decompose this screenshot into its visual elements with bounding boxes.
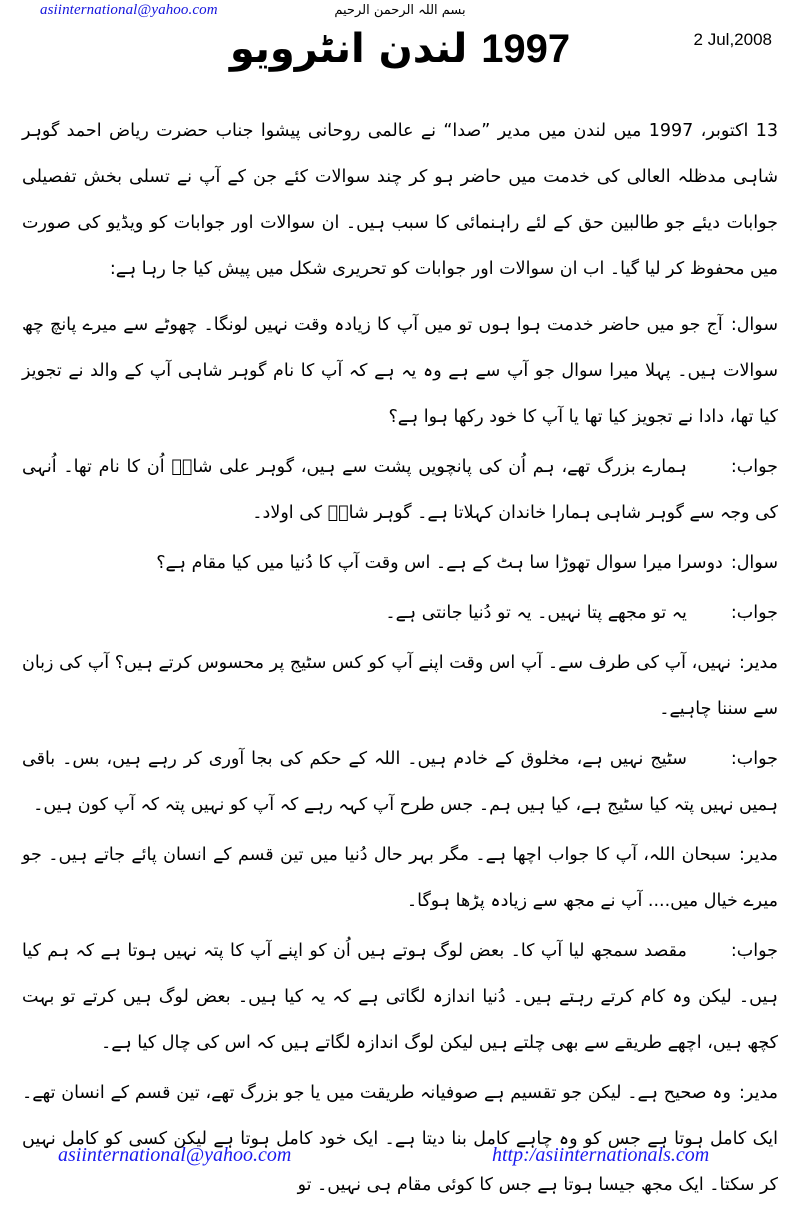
speaker-label-editor: مدیر: [739,1083,778,1103]
page-header [0,0,800,100]
qa-exchange [22,540,778,586]
page-footer [0,1144,800,1174]
qa-text: سبحان اللہ، آپ کا جواب اچھا ہے۔ مگر بہر حال دُنیا میں تین قسم کے انسان پائے جاتے ہیں۔ جو میرے خیال میں.... آپ نے مجھ سے زیادہ پڑھا ہوگا۔ [22,845,778,911]
qa-text: دوسرا میرا سوال تھوڑا سا ہٹ کے ہے۔ اس وقت آپ کا دُنیا میں کیا مقام ہے؟ [156,553,723,573]
qa-text: نہیں، آپ کی طرف سے۔ آپ اس وقت اپنے آپ کو کس سٹیج پر محسوس کرتے ہیں؟ آپ کی زبان سے سننا چاہیے۔ [22,653,778,719]
qa-text: مقصد سمجھ لیا آپ کا۔ بعض لوگ ہوتے ہیں اُن کو اپنے آپ کا پتہ نہیں ہوتا ہے کہ ہم کیا ہیں۔ لیکن وہ کام کرتے رہتے ہیں۔ دُنیا اندازہ لگاتی ہے کہ یہ کیا ہیں۔ بعض لوگ ہیں کرتے تو بہت کچھ ہیں، اچھے طریقے سے بھی چلتے ہیں لیکن لوگ اندازہ لگاتے ہیں کہ اس کی چال کیا ہے۔ [22,941,778,1053]
document-date: 2 Jul,2008 [693,30,772,49]
qa-text: ہمارے بزرگ تھے، ہم اُن کی پانچویں پشت سے ہیں، گوہر علی شاہؒ اُن کا نام تھا۔ اُنہی کی وجہ سے گوہر شاہی ہمارا خاندان کہلاتا ہے۔ گوہر شاہؒ کی اولاد۔ [22,457,778,523]
qa-text: وہ صحیح ہے۔ لیکن جو تقسیم ہے صوفیانہ طریقت میں یا جو بزرگ تھے، تین قسم کے انسان تھے۔ ایک کامل ہوتا ہے جس کو وہ چاہے کامل بنا دیتا ہے۔ ایک خود کامل ہوتا ہے لیکن کسی کو کامل نہیں کر سکتا۔ ایک مجھ جیسا ہوتا ہے جس کا کوئی مقام ہی نہیں۔ تو [22,1083,778,1195]
footer-website-url[interactable]: http:/asiinternationals.com [492,1144,710,1166]
qa-exchange [22,736,778,828]
speaker-label-editor: مدیر: [739,653,778,673]
title-main-text: لندن انٹرویو [229,26,468,72]
qa-exchange [22,928,778,1066]
qa-exchange-list [22,302,778,1208]
qa-exchange [22,832,778,924]
qa-text: سٹیج نہیں ہے، مخلوق کے خادم ہیں۔ اللہ کے حکم کی بجا آوری کر رہے ہیں، بس۔ باقی ہمیں نہیں پتہ کیا سٹیج ہے، کیا ہیں ہم۔ جس طرح آپ کہہ رہے کہ آپ کو نہیں پتہ کہ آپ کون ہیں۔ [22,749,778,815]
speaker-label-answer: جواب: [730,603,778,623]
intro-paragraph: 13 اکتوبر، 1997 میں لندن میں مدیر ”صدا“ نے عالمی روحانی پیشوا جناب حضرت ریاض احمد گوہر شاہی مدظلہ العالی کی خدمت میں حاضر ہو کر چند سوالات کئے جن کے آپ نے تسلی بخش تفصیلی جوابات دیئے جو طالبین حق کے لئے راہنمائی کا سبب ہیں۔ ان سوالات اور جوابات کو ویڈیو کی صورت میں محفوظ کر لیا گیا۔ اب ان سوالات اور جوابات کو تحریری شکل میں پیش کیا جا رہا ہے: [22,121,778,279]
qa-exchange [22,590,778,636]
qa-exchange [22,444,778,536]
qa-exchange [22,640,778,732]
bismillah-line: بسم اللہ الرحمن الرحیم [334,3,466,18]
speaker-label-question: سوال: [730,553,778,573]
header-email-address[interactable]: asiinternational@yahoo.com [40,2,218,18]
speaker-label-question: سوال: [730,315,778,335]
speaker-label-answer: جواب: [730,941,778,961]
footer-email-address[interactable]: asiinternational@yahoo.com [58,1144,292,1166]
qa-text: یہ تو مجھے پتا نہیں۔ یہ تو دُنیا جانتی ہے۔ [385,603,687,623]
speaker-label-editor: مدیر: [739,845,778,865]
document-body [22,108,778,1212]
qa-text: آج جو میں حاضر خدمت ہوا ہوں تو میں آپ کا زیادہ وقت نہیں لونگا۔ چھوٹے سے میرے پانچ چھ سوالات ہیں۔ پہلا میرا سوال جو آپ سے ہے وہ یہ ہے کہ آپ کا نام گوہر شاہی آپ کے والد نے تجویز کیا تھا، دادا نے تجویز کیا تھا یا آپ کا خود رکھا ہوا ہے؟ [22,315,778,427]
title-year: 1997 [481,27,571,71]
qa-exchange [22,1070,778,1208]
page-title [0,22,800,76]
qa-exchange [22,302,778,440]
speaker-label-answer: جواب: [730,749,778,769]
speaker-label-answer: جواب: [730,457,778,477]
